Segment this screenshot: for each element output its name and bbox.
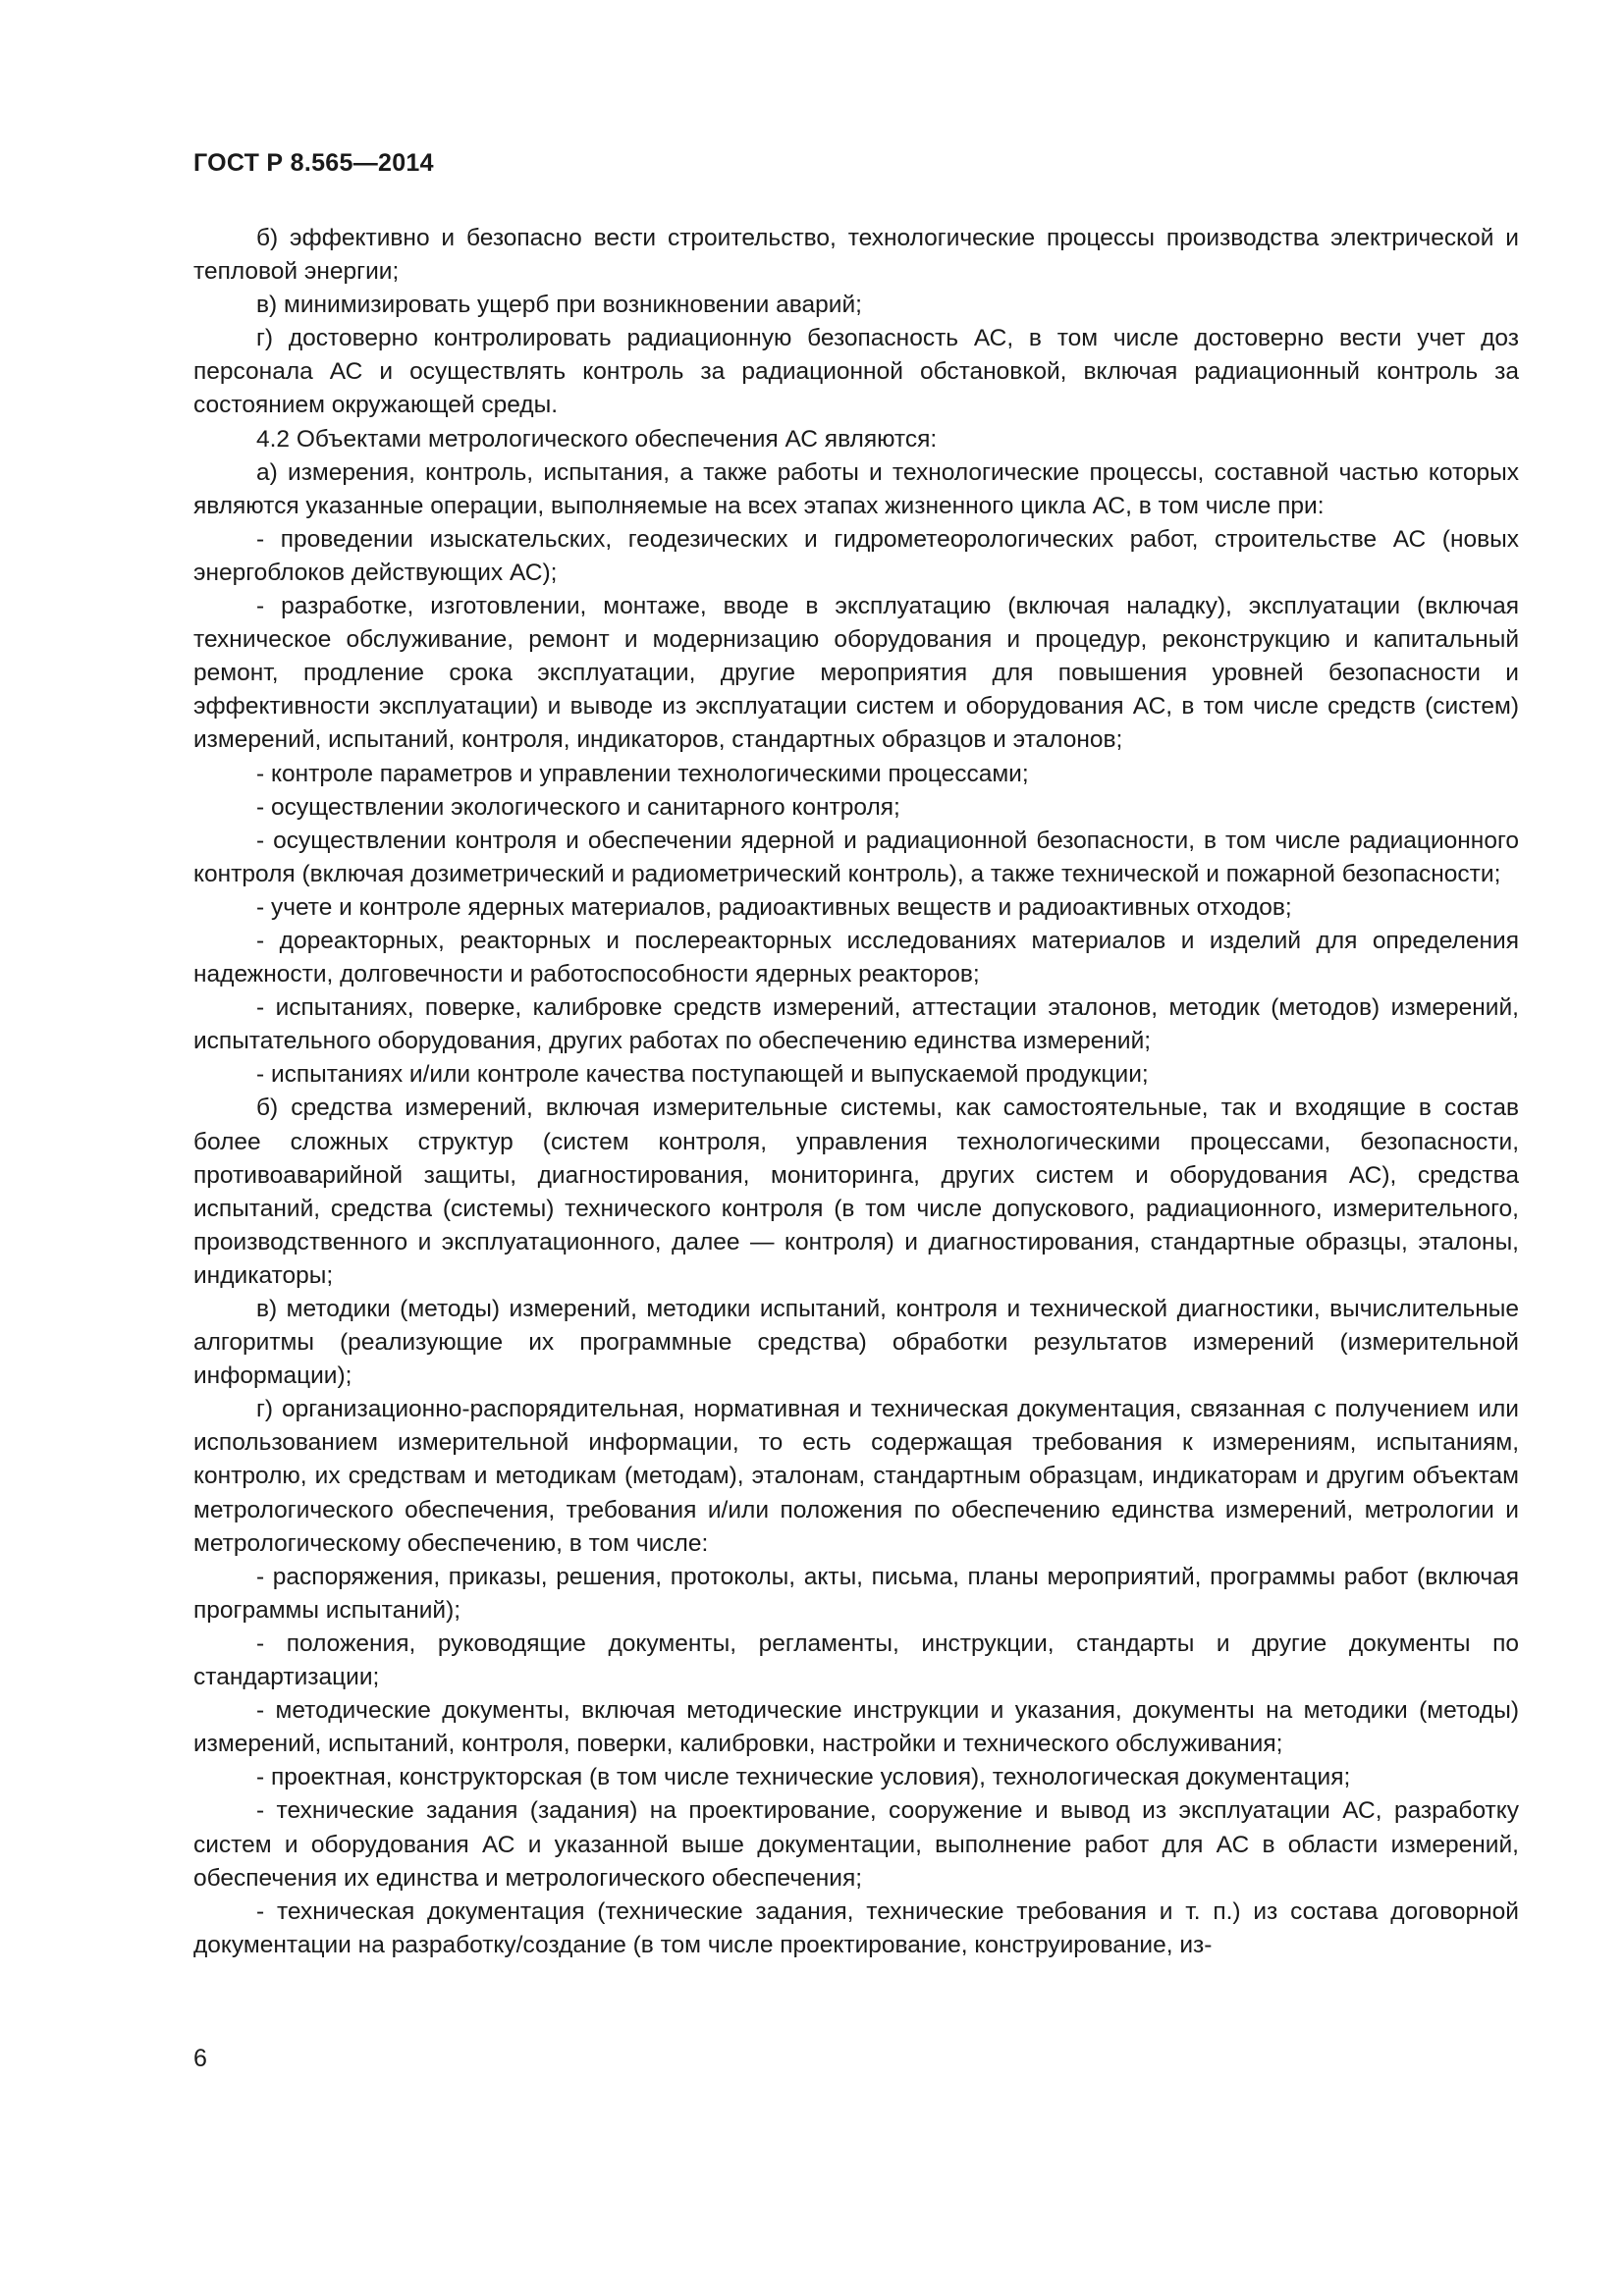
section-heading: 4.2 Объектами метрологического обеспечения АС являются: [256, 425, 938, 453]
paragraph: а) измерения, контроль, испытания, а также работы и технологические процессы, составной частью которых являются указанные операции, выполняемые на всех этапах жизненного цикла АС, в том числе при: [193, 458, 1519, 519]
paragraph: г) достоверно контролировать радиационную безопасность АС, в том числе достоверно вести учет доз персонала АС и осуществлять контроль за радиационной обстановкой, включая радиационный контроль за состоянием окружающей среды. [193, 325, 1519, 419]
document-header: ГОСТ Р 8.565—2014 [193, 149, 434, 177]
document-body [193, 222, 1519, 1962]
list-item: - учете и контроле ядерных материалов, радиоактивных веществ и радиоактивных отходов; [256, 893, 1292, 921]
paragraph: в) минимизировать ущерб при возникновении аварий; [256, 292, 862, 319]
list-item: - проектная, конструкторская (в том числе технические условия), технологическая документация; [256, 1764, 1351, 1791]
list-item: - испытаниях и/или контроле качества поступающей и выпускаемой продукции; [256, 1061, 1149, 1089]
list-item: - осуществлении контроля и обеспечении ядерной и радиационной безопасности, в том числе радиационного контроля (включая дозиметрический и радиометрический контроль), а также технической и пожарной безопасности; [193, 827, 1519, 887]
list-item: - распоряжения, приказы, решения, протоколы, акты, письма, планы мероприятий, программы работ (включая программы испытаний); [193, 1563, 1519, 1624]
list-item: - дореакторных, реакторных и послереакторных исследованиях материалов и изделий для определения надежности, долговечности и работоспособности ядерных реакторов; [193, 927, 1519, 988]
list-item: - контроле параметров и управлении технологическими процессами; [256, 760, 1029, 787]
paragraph: б) эффективно и безопасно вести строительство, технологические процессы производства электрической и тепловой энергии; [193, 225, 1519, 286]
page-number: 6 [193, 2045, 207, 2072]
list-item: - разработке, изготовлении, монтаже, вводе в эксплуатацию (включая наладку), эксплуатации (включая техническое обслуживание, ремонт и модернизацию оборудования и процедур, реконструкцию и капитальный ремонт, продление срока эксплуатации, другие мероприятия для повышения уровней безопасности и эффективности эксплуатации) и выводе из эксплуатации систем и оборудования АС, в том числе средств (систем) измерений, испытаний, контроля, индикаторов, стандартных образцов и эталонов; [193, 593, 1519, 754]
list-item: - проведении изыскательских, геодезических и гидрометеорологических работ, строительстве АС (новых энергоблоков действующих АС); [193, 525, 1519, 586]
list-item: - осуществлении экологического и санитарного контроля; [256, 793, 900, 821]
list-item: - техническая документация (технические задания, технические требования и т. п.) из состава договорной документации на разработку/создание (в том числе проектирование, конструирование, из- [193, 1897, 1519, 1958]
list-item: - испытаниях, поверке, калибровке средств измерений, аттестации эталонов, методик (методов) измерений, испытательного оборудования, других работах по обеспечению единства измерений; [193, 994, 1519, 1055]
paragraph: г) организационно-распорядительная, нормативная и техническая документация, связанная с получением или использованием измерительной информации, то есть содержащая требования к измерениям, испытаниям, контролю, их средствам и методикам (методам), эталонам, стандартным образцам, индикаторам и другим объектам метрологического обеспечения, требования и/или положения по обеспечению единства измерений, метрологии и метрологическому обеспечению, в том числе: [193, 1396, 1519, 1557]
list-item: - положения, руководящие документы, регламенты, инструкции, стандарты и другие документы по стандартизации; [193, 1629, 1519, 1691]
paragraph: в) методики (методы) измерений, методики испытаний, контроля и технической диагностики, вычислительные алгоритмы (реализующие их программные средства) обработки результатов измерений (измерительной информации); [193, 1296, 1519, 1390]
list-item: - методические документы, включая методические инструкции и указания, документы на методики (методы) измерений, испытаний, контроля, поверки, калибровки, настройки и технического обслуживания; [193, 1697, 1519, 1758]
paragraph: б) средства измерений, включая измерительные системы, как самостоятельные, так и входящие в состав более сложных структур (систем контроля, управления технологическими процессами, безопасности, противоаварийной защиты, диагностирования, мониторинга, других систем и оборудования АС), средства испытаний, средства (системы) технического контроля (в том числе допускового, радиационного, измерительного, производственного и эксплуатационного, далее — контроля) и диагностирования, стандартные образцы, эталоны, индикаторы; [193, 1095, 1519, 1289]
list-item: - технические задания (задания) на проектирование, сооружение и вывод из эксплуатации АС, разработку систем и оборудования АС и указанной выше документации, выполнение работ для АС в области измерений, обеспечения их единства и метрологического обеспечения; [193, 1797, 1519, 1892]
